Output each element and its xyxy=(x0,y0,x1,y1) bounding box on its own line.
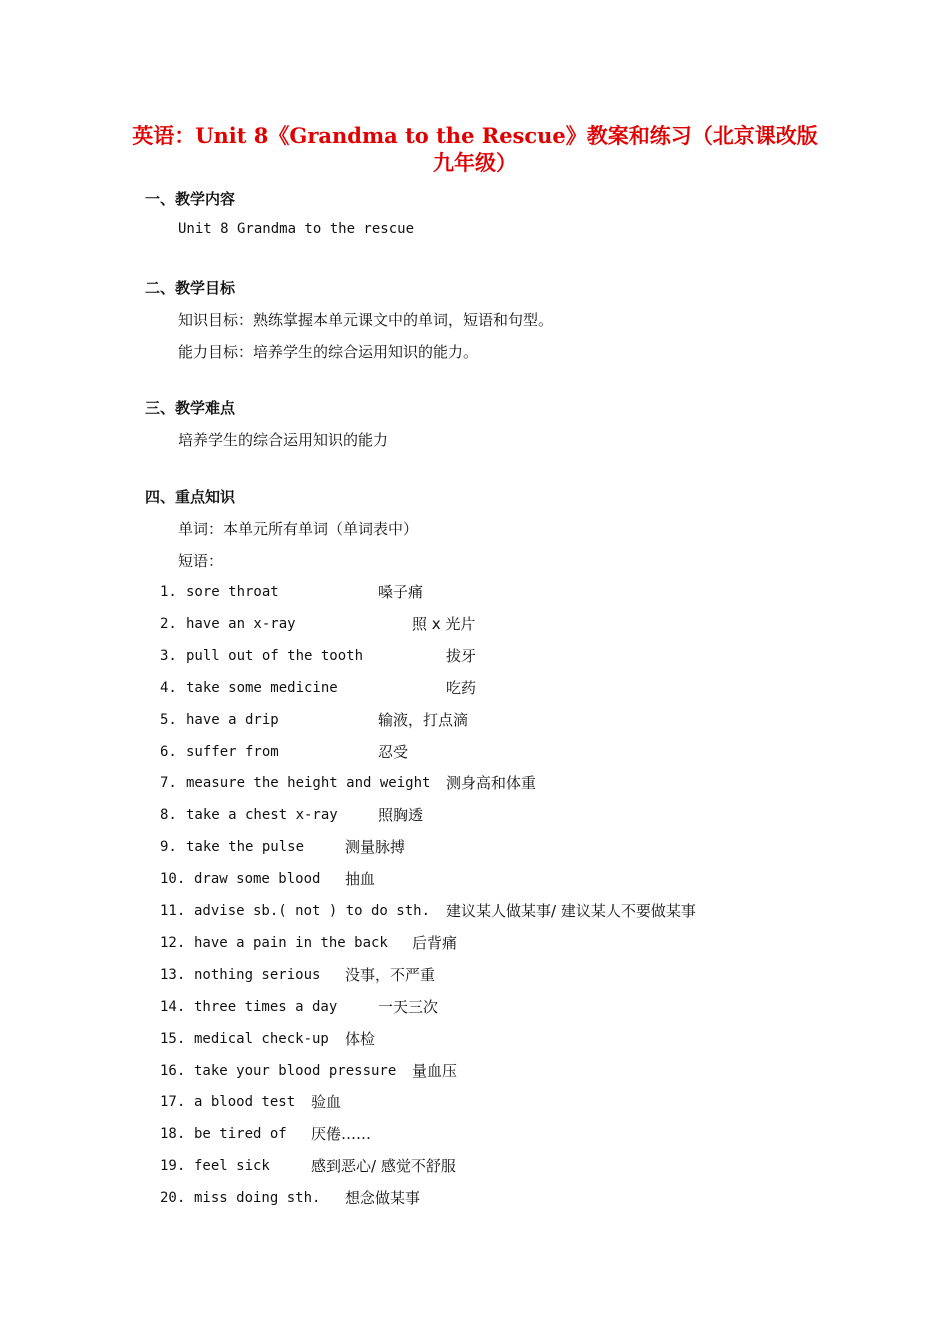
phrase-chinese: 吃药 xyxy=(446,678,477,697)
phrase-english: suffer from xyxy=(186,743,279,760)
phrase-english: pull out of the tooth xyxy=(186,647,364,664)
phrase-item xyxy=(160,836,780,858)
phrase-chinese: 一天三次 xyxy=(378,997,439,1016)
phrase-english: have a pain in the back xyxy=(194,934,388,951)
phrase-english: feel sick xyxy=(194,1158,270,1175)
phrase-chinese: 想念做某事 xyxy=(345,1189,421,1208)
phrase-number: 20. xyxy=(160,1190,186,1207)
title-line-1: 英语：Unit 8《Grandma to the Rescue》教案和练习（北京课改版 xyxy=(132,123,818,148)
phrase-number: 6. xyxy=(160,743,177,760)
phrase-item xyxy=(160,1028,780,1050)
phrase-english: take a chest x-ray xyxy=(186,807,338,824)
phrase-number: 17. xyxy=(160,1094,186,1111)
title-line-2: 九年级） xyxy=(433,150,517,175)
phrase-chinese: 感到恶心/ 感觉不舒服 xyxy=(311,1157,456,1176)
phrase-item xyxy=(160,772,780,794)
phrase-item xyxy=(160,1155,780,1177)
phrase-number: 10. xyxy=(160,871,186,888)
key-phrases-label: 短语： xyxy=(178,552,224,570)
phrase-item xyxy=(160,964,780,986)
phrase-english: have a drip xyxy=(186,711,279,728)
phrase-number: 1. xyxy=(160,584,177,600)
section-content-line: Unit 8 Grandma to the rescue xyxy=(178,221,415,237)
phrase-number: 11. xyxy=(160,903,186,919)
phrase-item xyxy=(160,932,780,954)
phrase-chinese: 拔牙 xyxy=(446,646,477,665)
phrase-english: draw some blood xyxy=(194,871,321,888)
phrase-english: nothing serious xyxy=(194,966,321,983)
phrase-item xyxy=(160,1187,780,1209)
phrase-number: 2. xyxy=(160,615,177,632)
phrase-english: be tired of xyxy=(194,1126,287,1143)
phrase-item xyxy=(160,868,780,890)
phrase-number: 15. xyxy=(160,1030,186,1047)
phrase-english: miss doing sth. xyxy=(194,1190,321,1207)
phrase-item xyxy=(160,709,780,731)
difficulty-line: 培养学生的综合运用知识的能力 xyxy=(178,431,389,449)
phrase-english: take your blood pressure xyxy=(194,1062,397,1079)
phrase-english: take some medicine xyxy=(186,679,338,696)
phrase-chinese: 测身高和体重 xyxy=(446,774,537,793)
phrase-chinese: 没事，不严重 xyxy=(345,965,436,984)
section-heading-objectives: 二、教学目标 xyxy=(145,279,236,297)
phrase-chinese: 忍受 xyxy=(378,742,409,761)
phrase-item xyxy=(160,741,780,763)
phrase-number: 8. xyxy=(160,807,177,824)
phrase-item xyxy=(160,1123,780,1145)
phrase-english: sore throat xyxy=(186,584,279,600)
phrase-chinese: 测量脉搏 xyxy=(345,838,406,857)
phrase-number: 13. xyxy=(160,966,186,983)
phrase-chinese: 厌倦…… xyxy=(311,1125,372,1144)
phrase-item xyxy=(160,900,780,922)
section-heading-difficulty: 三、教学难点 xyxy=(145,399,236,417)
phrase-chinese: 验血 xyxy=(311,1093,342,1112)
objective-knowledge: 知识目标：熟练掌握本单元课文中的单词，短语和句型。 xyxy=(178,311,554,329)
phrase-english: advise sb.( not ) to do sth. xyxy=(194,903,431,919)
phrase-chinese: 量血压 xyxy=(412,1061,458,1080)
phrase-item xyxy=(160,581,780,603)
phrase-number: 12. xyxy=(160,934,186,951)
phrase-chinese: 照胸透 xyxy=(378,806,424,825)
phrase-item xyxy=(160,804,780,826)
phrase-number: 19. xyxy=(160,1158,186,1175)
section-heading-content: 一、教学内容 xyxy=(145,190,236,208)
phrase-chinese: 体检 xyxy=(345,1029,376,1048)
phrase-item xyxy=(160,677,780,699)
phrase-number: 3. xyxy=(160,647,177,664)
phrase-english: medical check-up xyxy=(194,1030,329,1047)
key-words-line: 单词：本单元所有单词（单词表中） xyxy=(178,520,419,538)
phrase-chinese: 后背痛 xyxy=(412,933,458,952)
phrase-chinese: 抽血 xyxy=(345,870,376,889)
phrase-english: measure the height and weight xyxy=(186,775,431,792)
phrase-english: take the pulse xyxy=(186,839,305,856)
phrase-number: 7. xyxy=(160,775,177,792)
phrase-english: have an x-ray xyxy=(186,615,296,632)
phrase-number: 5. xyxy=(160,711,177,728)
phrase-english: a blood test xyxy=(194,1094,296,1111)
phrase-chinese: 建议某人做某事/ 建议某人不要做某事 xyxy=(446,902,696,920)
section-heading-key-knowledge: 四、重点知识 xyxy=(145,488,236,506)
phrase-number: 4. xyxy=(160,679,177,696)
phrase-chinese: 输液，打点滴 xyxy=(378,710,469,729)
phrase-item xyxy=(160,613,780,635)
phrase-item xyxy=(160,1091,780,1113)
phrase-english: three times a day xyxy=(194,998,338,1015)
phrase-item xyxy=(160,1060,780,1082)
phrase-chinese: 照 x 光片 xyxy=(412,614,476,633)
phrase-number: 18. xyxy=(160,1126,186,1143)
phrase-number: 14. xyxy=(160,998,186,1015)
phrase-number: 16. xyxy=(160,1062,186,1079)
phrase-number: 9. xyxy=(160,839,177,856)
phrase-item xyxy=(160,645,780,667)
objective-ability: 能力目标：培养学生的综合运用知识的能力。 xyxy=(178,343,479,361)
phrase-item xyxy=(160,996,780,1018)
document-title xyxy=(0,122,950,176)
phrase-chinese: 嗓子痛 xyxy=(378,583,424,601)
